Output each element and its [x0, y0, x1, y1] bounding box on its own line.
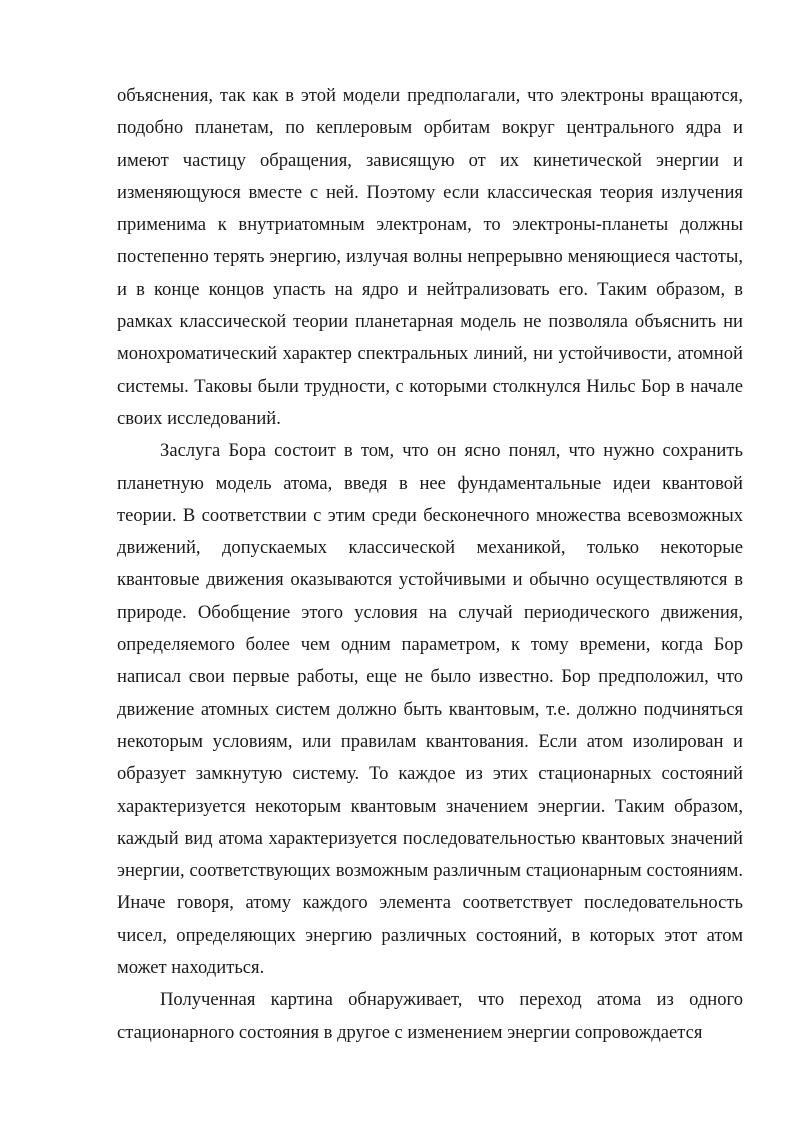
document-body	[117, 80, 743, 1049]
paragraph-continuation: объяснения, так как в этой модели предполагали, что электроны вращаются, подобно планетам, по кеплеровым орбитам вокруг центрального ядра и имеют частицу обращения, зависящую от их кинетической энергии и изменяющуюся вместе с ней. Поэтому если классическая теория излучения применима к внутриатомным электронам, то электроны-планеты должны постепенно терять энергию, излучая волны непрерывно меняющиеся частоты, и в конце концов упасть на ядро и нейтрализовать его. Таким образом, в рамках классической теории планетарная модель не позволяла объяснить ни монохроматический характер спектральных линий, ни устойчивости, атомной системы. Таковы были трудности, с которыми столкнулся Нильс Бор в начале своих исследований.	[117, 85, 743, 429]
paragraph-transition: Полученная картина обнаруживает, что переход атома из одного стационарного состояния в другое с изменением энергии сопровождается	[117, 989, 743, 1043]
paragraph-bohr-merit: Заслуга Бора состоит в том, что он ясно понял, что нужно сохранить планетную модель атома, введя в нее фундаментальные идеи квантовой теории. В соответствии с этим среди бесконечного множества всевозможных движений, допускаемых классической механикой, только некоторые квантовые движения оказываются устойчивыми и обычно осуществляются в природе. Обобщение этого условия на случай периодического движения, определяемого более чем одним параметром, к тому времени, когда Бор написал свои первые работы, еще не было известно. Бор предположил, что движение атомных систем должно быть квантовым, т.е. должно подчиняться некоторым условиям, или правилам квантования. Если атом изолирован и образует замкнутую систему. То каждое из этих стационарных состояний характеризуется некоторым квантовым значением энергии. Таким образом, каждый вид атома характеризуется последовательностью квантовых значений энергии, соответствующих возможным различным стационарным состояниям. Иначе говоря, атому каждого элемента соответствует последовательность чисел, определяющих энергию различных состояний, в которых этот атом может находиться.	[117, 440, 743, 979]
